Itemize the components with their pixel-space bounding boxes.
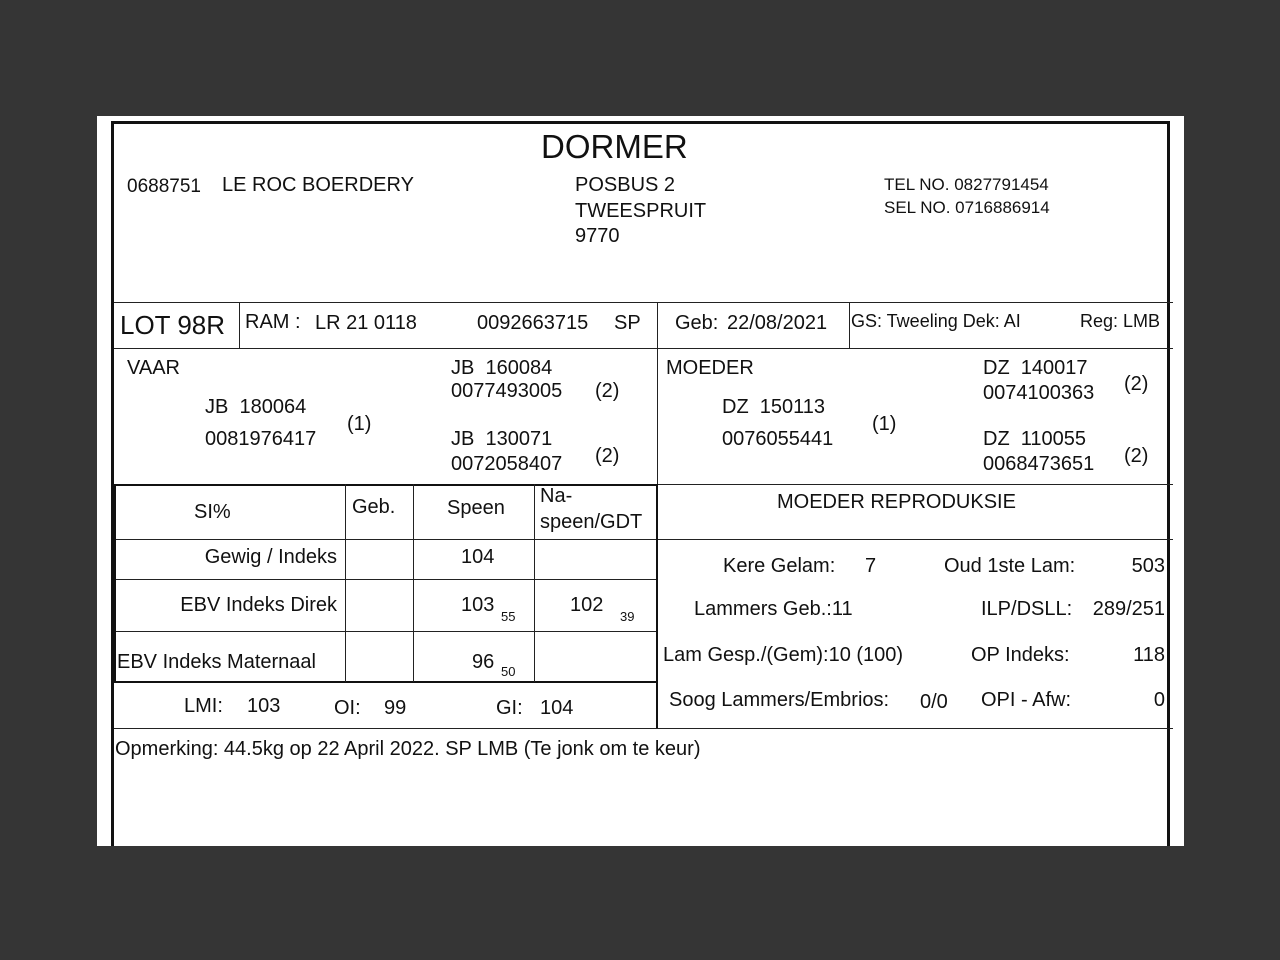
sire-sire-generation: (2) [595,380,620,402]
dam-section-label: MOEDER [666,357,754,379]
lmi-label: LMI: [184,695,223,717]
birth-date: 22/08/2021 [727,312,828,334]
breed-title: DORMER [541,128,688,165]
address-line-1: POSBUS 2 [575,174,676,196]
age-first-lamb-value: 503 [1131,555,1165,577]
lambs-weaned: Lam Gesp./(Gem):10 (100) [663,644,904,666]
gi-label: GI: [496,697,523,719]
address-line-2: TWEESPRUIT [575,200,707,222]
sire-sire-number: 0077493005 [451,380,563,402]
dam-dam-generation: (2) [1124,445,1149,467]
speen-header: Speen [447,497,505,519]
sire-dam-code: JB 130071 [451,428,553,450]
lmi-value: 103 [247,695,281,717]
gs-dek: GS: Tweeling Dek: AI [851,311,1021,331]
oi-label: OI: [334,697,361,719]
suckled-lambs-label: Soog Lammers/Embrios: [669,689,890,711]
row-direct-speen-accuracy: 55 [501,609,516,624]
dam-dam-code: DZ 110055 [983,428,1087,450]
row-direct-naspeen: 102 [570,594,604,616]
row-direct-label: EBV Indeks Direk [180,594,337,616]
dam-sire-code: DZ 140017 [983,357,1088,379]
breeder-number: 0688751 [127,176,201,197]
ilp-dsll-label: ILP/DSLL: [981,598,1073,620]
sire-code: JB 180064 [205,396,307,418]
sire-number: 0081976417 [205,428,317,450]
lot-card [97,116,1184,846]
op-index-label: OP Indeks: [971,644,1070,666]
ram-reg-number: 0092663715 [477,312,589,334]
dam-sire-number: 0074100363 [983,382,1095,404]
sire-dam-number: 0072058407 [451,453,563,475]
row-maternal-label: EBV Indeks Maternaal [117,651,316,673]
dam-sire-generation: (2) [1124,373,1149,395]
opi-deviation-label: OPI - Afw: [981,689,1072,711]
lot-number: LOT 98R [120,310,226,340]
sire-section-label: VAAR [127,357,180,379]
opi-deviation-value: 0 [1153,689,1165,711]
reg-type: Reg: LMB [1080,311,1161,331]
clipped-red-footer [167,842,1127,846]
ram-grade: SP [614,312,641,334]
breeder-name: LE ROC BOERDERY [222,174,414,196]
dam-dam-number: 0068473651 [983,453,1095,475]
sire-generation: (1) [347,413,372,435]
address-line-3: 9770 [575,225,620,247]
oi-value: 99 [384,697,407,719]
ram-label: RAM : [245,311,301,333]
times-lambed-label: Kere Gelam: [723,555,836,577]
tel-number: TEL NO. 0827791454 [884,175,1049,194]
reproduction-title: MOEDER REPRODUKSIE [777,491,1016,513]
row-maternal-speen-accuracy: 50 [501,664,516,679]
naspeen-header-line-1: Na- [540,485,573,507]
row-maternal-speen: 96 [472,651,495,673]
suckled-lambs-value: 0/0 [920,691,948,713]
dam-generation: (1) [872,413,897,435]
remark-text: Opmerking: 44.5kg op 22 April 2022. SP LMB (Te jonk om te keur) [115,738,701,760]
dam-number: 0076055441 [722,428,834,450]
row-weight-label: Gewig / Indeks [204,546,337,568]
ilp-dsll-value: 289/251 [1092,598,1165,620]
sel-number: SEL NO. 0716886914 [884,198,1050,217]
times-lambed-value: 7 [865,555,877,577]
row-weight-speen: 104 [461,546,495,568]
si-header: SI% [194,501,231,523]
age-first-lamb-label: Oud 1ste Lam: [944,555,1076,577]
sire-sire-code: JB 160084 [451,357,553,379]
dam-code: DZ 150113 [722,396,826,418]
op-index-value: 118 [1133,644,1165,666]
ram-id: LR 21 0118 [315,312,417,334]
row-direct-speen: 103 [461,594,495,616]
row-direct-naspeen-accuracy: 39 [620,609,635,624]
geb-header: Geb. [352,496,396,518]
birth-label: Geb: [675,312,719,334]
sire-dam-generation: (2) [595,445,620,467]
lambs-born: Lammers Geb.:11 [694,598,853,620]
naspeen-header-line-2: speen/GDT [540,511,643,533]
gi-value: 104 [540,697,574,719]
